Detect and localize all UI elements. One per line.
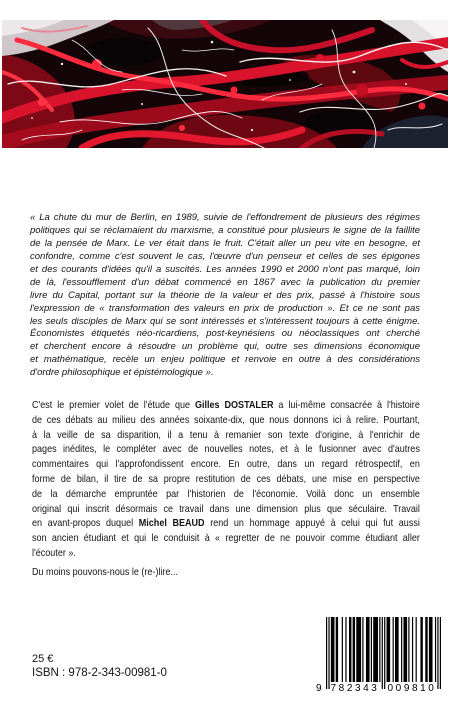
barcode-bar [440,617,441,689]
description-line [32,487,420,502]
barcode-bar [384,617,385,689]
barcode-bar [435,617,436,682]
description-line [32,442,420,457]
description-segment: son ancien étudiant et qui le conduisit à « regretter de ne pouvoir comme étudiant aller [32,532,420,545]
barcode-bar [353,617,355,682]
description-line [32,502,420,517]
barcode-bar [342,617,343,682]
barcode-bar [412,617,413,682]
quote-line: livre du Capital, portant sur la théorie de la valeur et des prix, passé à l'histoire sous [30,289,420,301]
barcode-bars [326,617,441,689]
barcode-bar [401,617,402,682]
barcode-bar [416,617,417,682]
barcode-bar [328,617,329,689]
description-segment: commentaires qui l'approfondissent encore. En outre, dans un regard rétrospectif, en [32,458,420,471]
description-paragraph [32,398,420,562]
quote-line: les seuls disciples de Marx qui se sont intéressés et s'intéressent toujours à cette énigme. [30,315,420,327]
barcode-bar [366,617,370,682]
description-line [32,398,420,413]
description-line [32,472,420,487]
quote-line: Économistes étiquetés néo-ricardiens, post-keynésiens ou néoclassiques ont cherché [30,328,420,340]
barcode-bar [331,617,335,682]
barcode-bar [408,617,409,682]
description-segment: l'écouter ». [32,546,76,559]
isbn: ISBN : 978-2-343-00981-0 [32,667,167,679]
barcode-bar [395,617,399,682]
description-line [32,546,420,561]
quote-line: et des courants d'idées qu'il a suscités. Les années 1990 et 2000 n'ont pas marqué, loin [30,263,420,275]
barcode-bar [425,617,427,682]
barcode-bar [371,617,372,682]
quote-line: « La chute du mur de Berlin, en 1989, suivie de l'effondrement de plusieurs des régimes [30,212,420,223]
barcode-bar [403,617,407,682]
quote-line: et mathématique, recèle un enjeu politique et renvoie en outre à des considérations [30,354,420,366]
quote-line: l'expression de « transformation des valeurs en prix de production ». Et ce ne sont pas [30,302,420,314]
author-name: Gilles DOSTALER [194,399,274,411]
barcode-bar [387,617,391,682]
description-segment: en avant-propos duquel [32,517,139,530]
quote-line: politiques qui se réclamaient du marxisme, a constitué pour plusieurs le signe de la faillite [30,224,420,236]
quote-line: d'ordre philosophique et épistémologique ». [30,367,214,379]
barcode-bar [382,617,383,689]
description-segment: à la veille de sa disparition, il a tenu à remanier son texte d'origine, à l'enrichir de [32,428,420,441]
barcode-bar [429,617,433,682]
barcode-bar [336,617,338,682]
description-segment: C'est le premier volet de l'étude que [32,399,195,411]
barcode-bar [326,617,327,689]
barcode-bar [373,617,378,682]
barcode-bar [356,617,361,682]
description-text [32,398,420,561]
description-segment: forme de bilan, il tire de sa propre restitution de ces débats, une mise en perspective [32,472,420,485]
preface-author-name: Michel BEAUD [138,517,205,530]
description-line [32,457,420,472]
description-segment: a lui-même consacrée à l'histoire [273,399,420,411]
barcode-bar [393,617,394,682]
barcode-lead-digit: 9 [316,683,322,694]
quote-line: de là, l'essoufflement d'un débat commencé en 1867 avec la publication du premier [30,276,420,288]
cover-painting [2,20,448,148]
price: 25 € [32,653,54,665]
barcode-bar [379,617,380,682]
barcode-right-digits: 009810 [387,683,437,694]
barcode-bar [437,617,438,689]
quote-paragraph [30,212,420,380]
barcode-bar [349,617,351,682]
quote-line: et cherchent encore à résoudre un problème qui, outre ses dimensions économique [30,341,420,353]
description-segment: original qui inscrit désormais ce travail dans une dimension plus que séculaire. Travail [32,502,420,515]
description-line [32,516,420,531]
description-segment: de ces débats au milieu des années soixante-dix, que nous donnons ici à relire. Pourtant, [32,413,420,426]
description-line [32,413,420,428]
barcode-bar [362,617,363,682]
barcode-bar [345,617,346,682]
description-segment: rend un hommage appuyé à celui qui fut aussi [204,517,420,530]
closing-line: Du moins pouvons-nous le (re-)lire... [32,566,179,578]
description-line [32,428,420,443]
quote-line: de la pensée de Marx. Le ver était dans le fruit. C'était aller un peu vite en besogne, et [30,237,420,249]
quote-line: confondre, comme c'est souvent le cas, l'œuvre d'un penseur et celles de ses épigones [30,250,420,262]
description-segment: de la démarche empruntée par l'historien de l'économie. Voilà donc un ensemble [32,487,420,500]
barcode-left-digits: 782343 [330,683,380,694]
description-segment: pages inédites, le compléter avec de nouvelles notes, et à le fusionner avec d'autres [32,443,420,456]
description-line [32,531,420,546]
barcode-bar [420,617,422,682]
